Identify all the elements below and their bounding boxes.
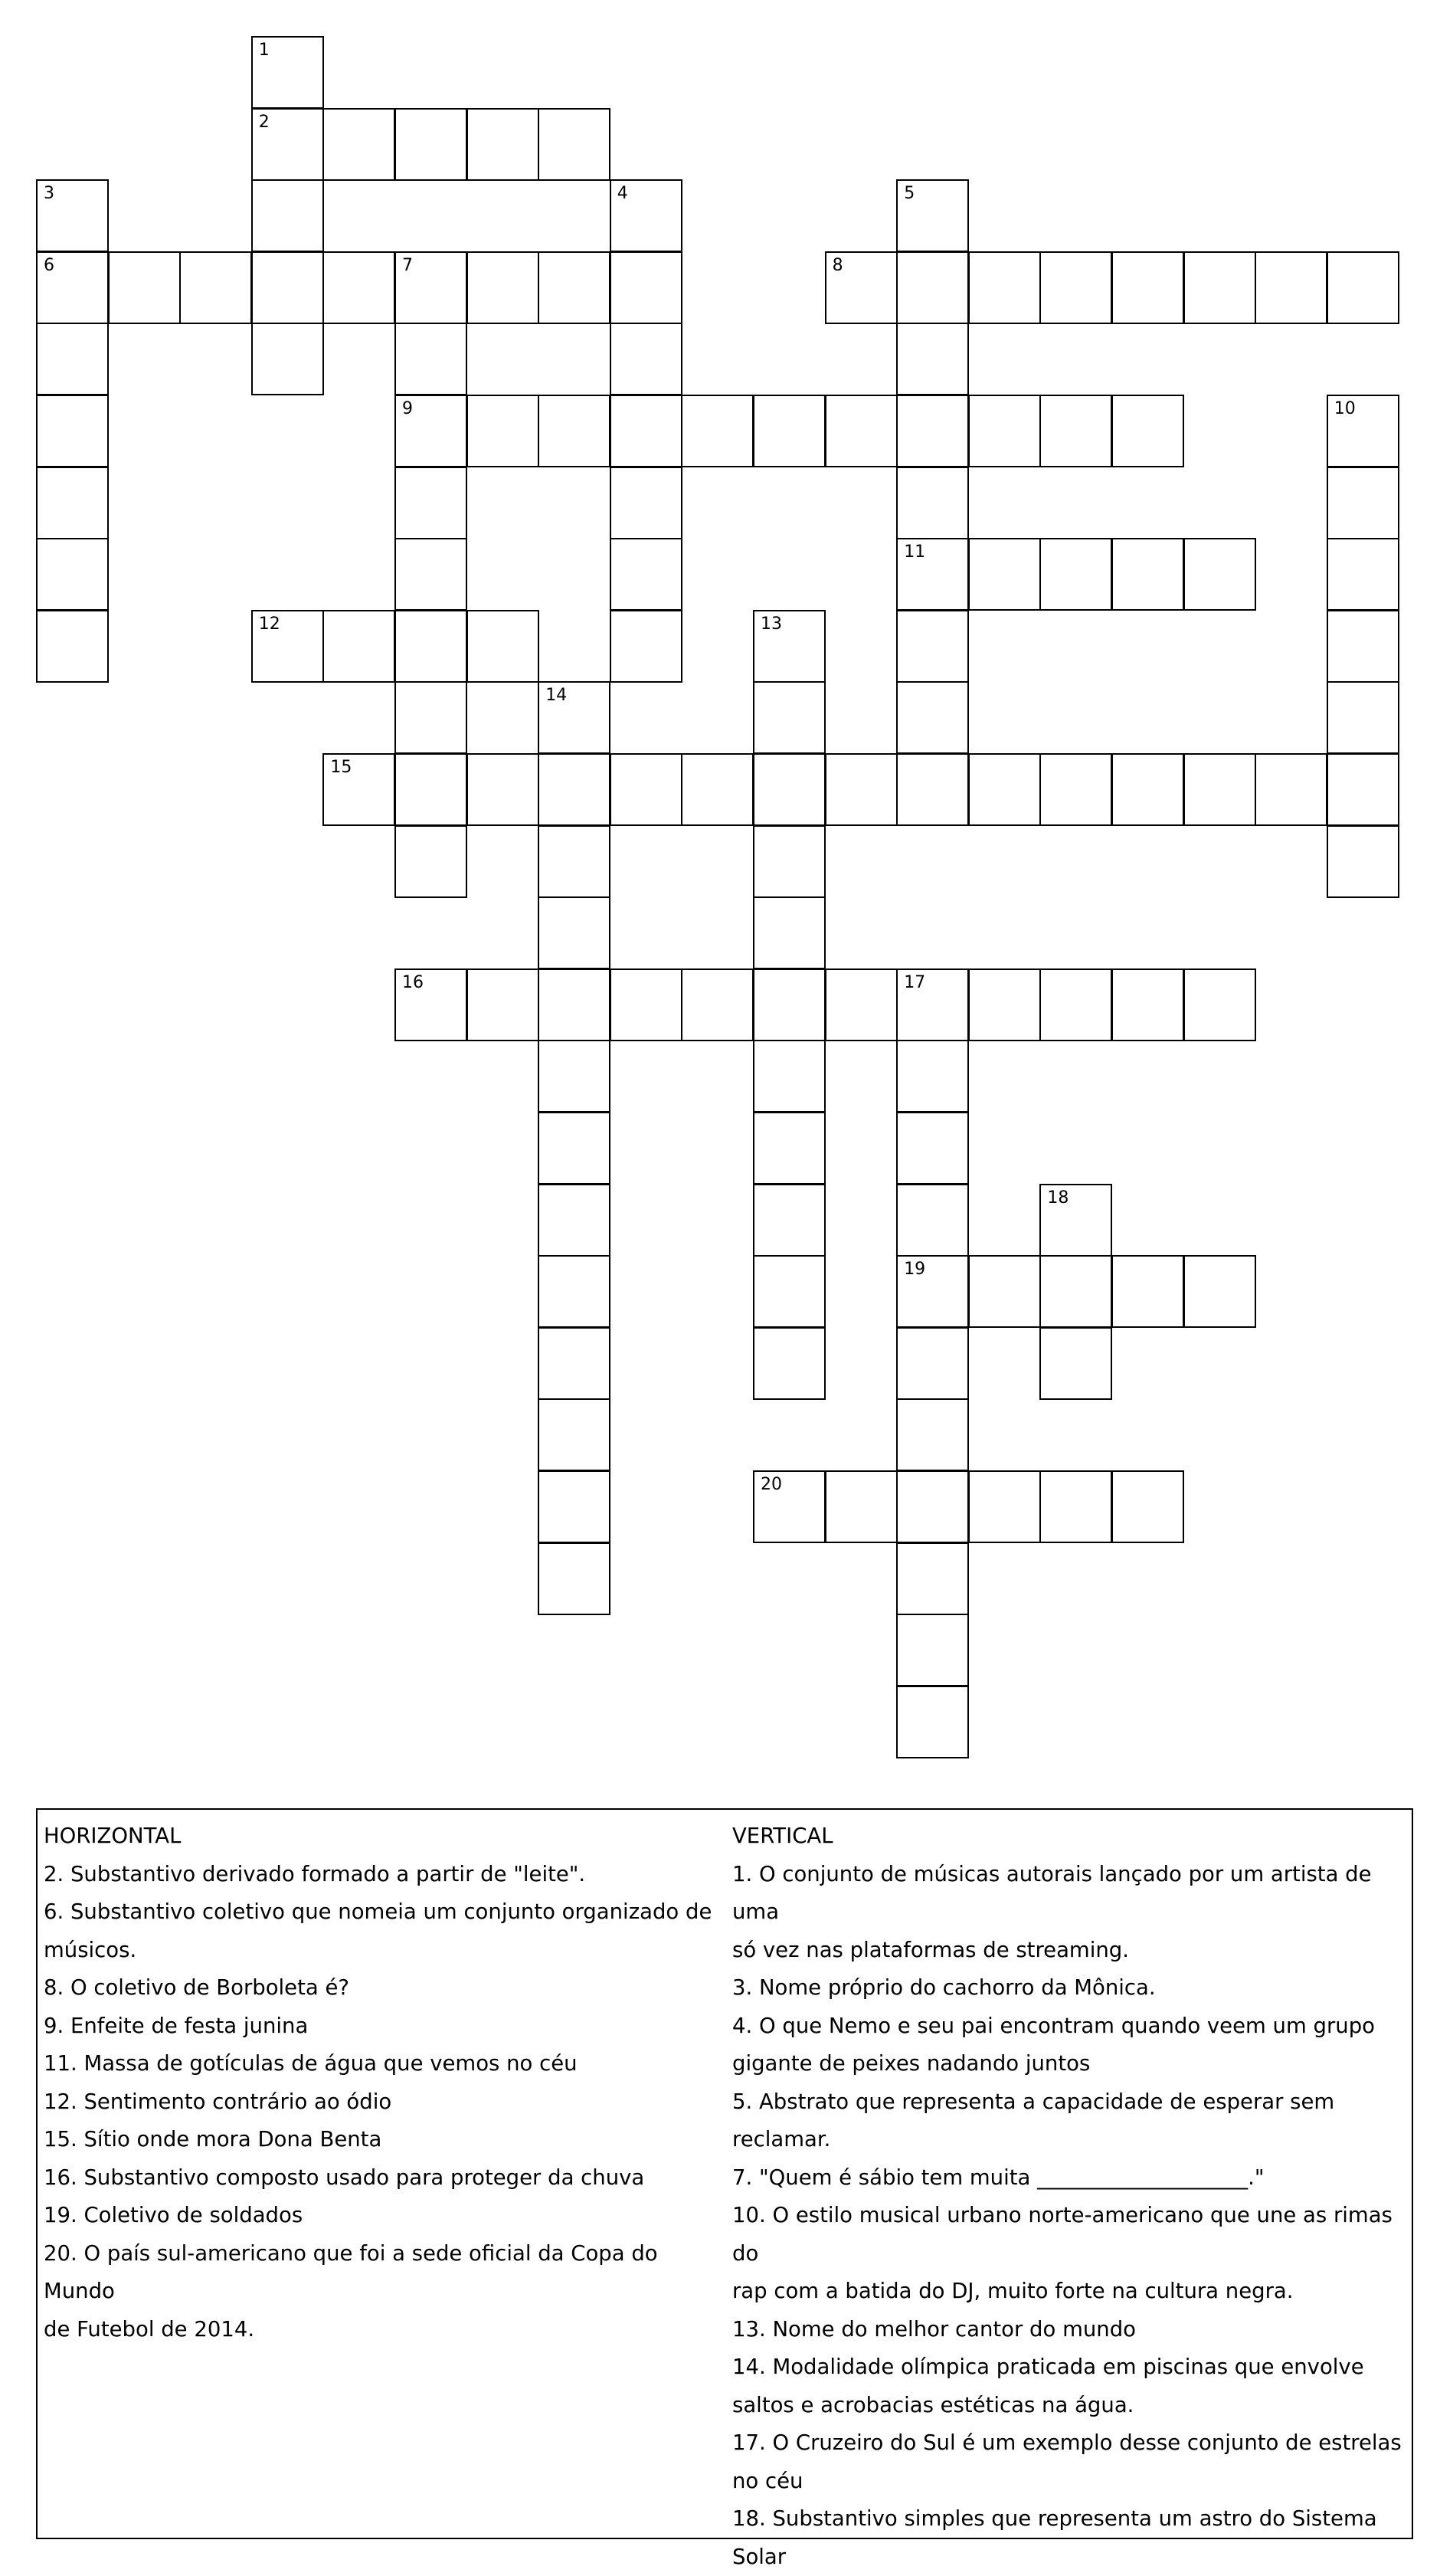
crossword-cell[interactable] bbox=[896, 395, 969, 467]
crossword-cell[interactable] bbox=[896, 538, 969, 611]
crossword-cell[interactable] bbox=[1183, 251, 1256, 324]
horizontal-clue-line: músicos. bbox=[44, 1932, 733, 1970]
cell-number: 5 bbox=[904, 185, 915, 202]
crossword-cell[interactable] bbox=[538, 108, 610, 181]
crossword-cell[interactable] bbox=[538, 1470, 610, 1543]
crossword-cell[interactable] bbox=[466, 108, 539, 181]
crossword-cell[interactable] bbox=[538, 1184, 610, 1257]
cell-number: 13 bbox=[761, 616, 782, 633]
clues-box bbox=[36, 1808, 1413, 2539]
crossword-cell[interactable] bbox=[1111, 395, 1184, 467]
crossword-cell[interactable] bbox=[896, 1327, 969, 1400]
crossword-cell[interactable] bbox=[753, 1184, 826, 1257]
crossword-cell[interactable] bbox=[322, 108, 395, 181]
crossword-cell[interactable] bbox=[1327, 681, 1399, 754]
horizontal-clue-line: 16. Substantivo composto usado para proteger da chuva bbox=[44, 2159, 733, 2197]
crossword-cell[interactable] bbox=[394, 395, 467, 467]
crossword-cell[interactable] bbox=[1039, 1184, 1112, 1257]
crossword-cell[interactable] bbox=[108, 251, 181, 324]
crossword-cell[interactable] bbox=[896, 1184, 969, 1257]
cell-number: 16 bbox=[402, 975, 424, 991]
crossword-cell[interactable] bbox=[251, 36, 324, 109]
crossword-cell[interactable] bbox=[538, 1327, 610, 1400]
crossword-cell[interactable] bbox=[896, 1470, 969, 1543]
vertical-clue-line: 7. "Quem é sábio tem muita ____________________." bbox=[732, 2159, 1414, 2197]
vertical-clue-list bbox=[732, 1856, 1414, 2576]
crossword-cell[interactable] bbox=[968, 251, 1041, 324]
crossword-cell[interactable] bbox=[753, 896, 826, 969]
crossword-cell[interactable] bbox=[1111, 968, 1184, 1041]
crossword-cell[interactable] bbox=[896, 681, 969, 754]
vertical-clue-line: Solar bbox=[732, 2538, 1414, 2576]
crossword-cell[interactable] bbox=[1327, 753, 1399, 826]
vertical-clues-column bbox=[732, 1817, 1414, 2576]
crossword-cell[interactable] bbox=[825, 395, 898, 467]
crossword-cell[interactable] bbox=[538, 1542, 610, 1615]
crossword-cell[interactable] bbox=[36, 610, 109, 683]
crossword-cell[interactable] bbox=[896, 968, 969, 1041]
crossword-cell[interactable] bbox=[1039, 395, 1112, 467]
crossword-cell[interactable] bbox=[896, 251, 969, 324]
cell-number: 4 bbox=[617, 185, 628, 202]
cell-number: 8 bbox=[833, 257, 843, 274]
crossword-cell[interactable] bbox=[1327, 538, 1399, 611]
crossword-cell[interactable] bbox=[538, 896, 610, 969]
crossword-cell[interactable] bbox=[753, 395, 826, 467]
cell-number: 7 bbox=[402, 257, 413, 274]
crossword-cell[interactable] bbox=[538, 968, 610, 1041]
crossword-cell[interactable] bbox=[466, 968, 539, 1041]
crossword-cell[interactable] bbox=[753, 968, 826, 1041]
vertical-clue-line: 18. Substantivo simples que representa um astro do Sistema bbox=[732, 2500, 1414, 2538]
vertical-clue-line: 3. Nome próprio do cachorro da Mônica. bbox=[732, 1969, 1414, 2007]
horizontal-clue-line: 19. Coletivo de soldados bbox=[44, 2197, 733, 2235]
crossword-cell[interactable] bbox=[394, 825, 467, 898]
cell-number: 2 bbox=[259, 114, 270, 131]
crossword-cell[interactable] bbox=[538, 1112, 610, 1185]
crossword-cell[interactable] bbox=[1111, 251, 1184, 324]
horizontal-clue-line: 15. Sítio onde mora Dona Benta bbox=[44, 2121, 733, 2159]
crossword-cell[interactable] bbox=[251, 323, 324, 395]
vertical-clue-line: 17. O Cruzeiro do Sul é um exemplo desse conjunto de estrelas bbox=[732, 2424, 1414, 2463]
crossword-cell[interactable] bbox=[1039, 1255, 1112, 1328]
crossword-cell[interactable] bbox=[36, 179, 109, 252]
crossword-cell[interactable] bbox=[36, 323, 109, 395]
crossword-cell[interactable] bbox=[753, 1327, 826, 1400]
crossword-cell[interactable] bbox=[825, 1470, 898, 1543]
crossword-cell[interactable] bbox=[394, 251, 467, 324]
vertical-clue-line: 5. Abstrato que representa a capacidade de esperar sem bbox=[732, 2083, 1414, 2122]
crossword-cell[interactable] bbox=[610, 968, 682, 1041]
crossword-cell[interactable] bbox=[36, 395, 109, 467]
crossword-cell[interactable] bbox=[538, 753, 610, 826]
crossword-cell[interactable] bbox=[394, 538, 467, 611]
vertical-clue-line: no céu bbox=[732, 2463, 1414, 2501]
crossword-cell[interactable] bbox=[1111, 1470, 1184, 1543]
horizontal-clue-line: 2. Substantivo derivado formado a partir de "leite". bbox=[44, 1856, 733, 1894]
crossword-cell[interactable] bbox=[610, 538, 682, 611]
crossword-cell[interactable] bbox=[466, 753, 539, 826]
crossword-cell[interactable] bbox=[394, 681, 467, 754]
crossword-cell[interactable] bbox=[36, 538, 109, 611]
crossword-cell[interactable] bbox=[394, 467, 467, 539]
crossword-cell[interactable] bbox=[394, 108, 467, 181]
vertical-clue-line: 4. O que Nemo e seu pai encontram quando veem um grupo bbox=[732, 2007, 1414, 2046]
crossword-cell[interactable] bbox=[1111, 538, 1184, 611]
crossword-cell[interactable] bbox=[968, 1470, 1041, 1543]
crossword-cell[interactable] bbox=[1183, 538, 1256, 611]
crossword-cell[interactable] bbox=[896, 1542, 969, 1615]
crossword-cell[interactable] bbox=[538, 251, 610, 324]
crossword-cell[interactable] bbox=[753, 610, 826, 683]
cell-number: 12 bbox=[259, 616, 280, 633]
horizontal-clue-line: 20. O país sul-americano que foi a sede oficial da Copa do Mundo bbox=[44, 2235, 733, 2311]
crossword-cell[interactable] bbox=[1039, 968, 1112, 1041]
crossword-cell[interactable] bbox=[1327, 395, 1399, 467]
crossword-cell[interactable] bbox=[610, 395, 682, 467]
vertical-clue-line: saltos e acrobacias estéticas na água. bbox=[732, 2387, 1414, 2425]
crossword-cell[interactable] bbox=[251, 610, 324, 683]
crossword-cell[interactable] bbox=[394, 610, 467, 683]
crossword-cell[interactable] bbox=[968, 395, 1041, 467]
crossword-cell[interactable] bbox=[251, 251, 324, 324]
crossword-cell[interactable] bbox=[394, 753, 467, 826]
cell-number: 18 bbox=[1047, 1190, 1069, 1207]
cell-number: 14 bbox=[545, 687, 567, 704]
crossword-cell[interactable] bbox=[610, 179, 682, 252]
crossword-cell[interactable] bbox=[1111, 1255, 1184, 1328]
crossword-cell[interactable] bbox=[610, 610, 682, 683]
cell-number: 15 bbox=[330, 759, 352, 776]
crossword-cell[interactable] bbox=[896, 1255, 969, 1328]
vertical-clue-line: 10. O estilo musical urbano norte-americano que une as rimas do bbox=[732, 2197, 1414, 2273]
crossword-cell[interactable] bbox=[1183, 1255, 1256, 1328]
crossword-cell[interactable] bbox=[322, 610, 395, 683]
crossword-cell[interactable] bbox=[896, 1112, 969, 1185]
crossword-cell[interactable] bbox=[538, 1255, 610, 1328]
cell-number: 6 bbox=[44, 257, 54, 274]
crossword-cell[interactable] bbox=[1327, 251, 1399, 324]
horizontal-clues-column bbox=[44, 1817, 733, 2348]
crossword-cell[interactable] bbox=[753, 825, 826, 898]
crossword-cell[interactable] bbox=[896, 323, 969, 395]
crossword-cell[interactable] bbox=[825, 753, 898, 826]
crossword-cell[interactable] bbox=[753, 1255, 826, 1328]
horizontal-clue-line: 12. Sentimento contrário ao ódio bbox=[44, 2083, 733, 2122]
cell-number: 3 bbox=[44, 185, 54, 202]
crossword-cell[interactable] bbox=[968, 968, 1041, 1041]
crossword-cell[interactable] bbox=[610, 753, 682, 826]
crossword-cell[interactable] bbox=[753, 681, 826, 754]
crossword-cell[interactable] bbox=[1255, 251, 1327, 324]
crossword-cell[interactable] bbox=[896, 1614, 969, 1686]
crossword-cell[interactable] bbox=[538, 395, 610, 467]
cell-number: 1 bbox=[259, 42, 270, 59]
crossword-cell[interactable] bbox=[610, 467, 682, 539]
crossword-cell[interactable] bbox=[466, 395, 539, 467]
crossword-cell[interactable] bbox=[1039, 251, 1112, 324]
crossword-cell[interactable] bbox=[36, 467, 109, 539]
crossword-cell[interactable] bbox=[1039, 753, 1112, 826]
crossword-cell[interactable] bbox=[968, 538, 1041, 611]
crossword-cell[interactable] bbox=[896, 1398, 969, 1471]
crossword-cell[interactable] bbox=[1039, 538, 1112, 611]
crossword-cell[interactable] bbox=[1255, 753, 1327, 826]
cell-number: 19 bbox=[904, 1261, 925, 1278]
crossword-cell[interactable] bbox=[753, 1112, 826, 1185]
crossword-cell[interactable] bbox=[1111, 753, 1184, 826]
crossword-cell[interactable] bbox=[681, 968, 754, 1041]
crossword-cell[interactable] bbox=[610, 251, 682, 324]
horizontal-clue-line: de Futebol de 2014. bbox=[44, 2311, 733, 2349]
crossword-cell[interactable] bbox=[753, 753, 826, 826]
vertical-clue-line: só vez nas plataformas de streaming. bbox=[732, 1932, 1414, 1970]
vertical-clue-line: 13. Nome do melhor cantor do mundo bbox=[732, 2311, 1414, 2349]
crossword-cell[interactable] bbox=[896, 1686, 969, 1758]
crossword-cell[interactable] bbox=[466, 610, 539, 683]
crossword-cell[interactable] bbox=[753, 1040, 826, 1113]
crossword-cell[interactable] bbox=[825, 251, 898, 324]
cell-number: 9 bbox=[402, 401, 413, 418]
crossword-cell[interactable] bbox=[1327, 825, 1399, 898]
horizontal-clue-line: 9. Enfeite de festa junina bbox=[44, 2007, 733, 2046]
crossword-cell[interactable] bbox=[896, 467, 969, 539]
horizontal-heading: HORIZONTAL bbox=[44, 1817, 733, 1856]
vertical-clue-line: 14. Modalidade olímpica praticada em piscinas que envolve bbox=[732, 2348, 1414, 2387]
horizontal-clue-list bbox=[44, 1856, 733, 2349]
crossword-cell[interactable] bbox=[753, 1470, 826, 1543]
vertical-clue-line: rap com a batida do DJ, muito forte na cultura negra. bbox=[732, 2273, 1414, 2311]
crossword-cell[interactable] bbox=[896, 753, 969, 826]
crossword-cell[interactable] bbox=[896, 1040, 969, 1113]
vertical-clue-line: 1. O conjunto de músicas autorais lançado por um artista de uma bbox=[732, 1856, 1414, 1932]
crossword-cell[interactable] bbox=[322, 251, 395, 324]
crossword-cell[interactable] bbox=[538, 825, 610, 898]
crossword-cell[interactable] bbox=[251, 108, 324, 181]
crossword-cell[interactable] bbox=[538, 681, 610, 754]
vertical-heading: VERTICAL bbox=[732, 1817, 1414, 1856]
vertical-clue-line: reclamar. bbox=[732, 2121, 1414, 2159]
crossword-cell[interactable] bbox=[968, 753, 1041, 826]
horizontal-clue-line: 6. Substantivo coletivo que nomeia um conjunto organizado de bbox=[44, 1893, 733, 1932]
crossword-cell[interactable] bbox=[538, 1040, 610, 1113]
crossword-cell[interactable] bbox=[968, 1255, 1041, 1328]
crossword-cell[interactable] bbox=[36, 251, 109, 324]
crossword-cell[interactable] bbox=[1327, 467, 1399, 539]
crossword-cell[interactable] bbox=[610, 323, 682, 395]
cell-number: 20 bbox=[761, 1476, 782, 1493]
crossword-cell[interactable] bbox=[1183, 968, 1256, 1041]
crossword-cell[interactable] bbox=[1327, 610, 1399, 683]
crossword-cell[interactable] bbox=[538, 1398, 610, 1471]
cell-number: 11 bbox=[904, 544, 925, 561]
crossword-cell[interactable] bbox=[681, 753, 754, 826]
crossword-cell[interactable] bbox=[251, 179, 324, 252]
crossword-cell[interactable] bbox=[394, 968, 467, 1041]
crossword-cell[interactable] bbox=[1183, 753, 1256, 826]
crossword-cell[interactable] bbox=[1039, 1327, 1112, 1400]
crossword-cell[interactable] bbox=[466, 251, 539, 324]
crossword-cell[interactable] bbox=[1039, 1470, 1112, 1543]
vertical-clue-line: gigante de peixes nadando juntos bbox=[732, 2045, 1414, 2083]
crossword-cell[interactable] bbox=[681, 395, 754, 467]
horizontal-clue-line: 8. O coletivo de Borboleta é? bbox=[44, 1969, 733, 2007]
horizontal-clue-line: 11. Massa de gotículas de água que vemos no céu bbox=[44, 2045, 733, 2083]
crossword-cell[interactable] bbox=[896, 610, 969, 683]
crossword-cell[interactable] bbox=[322, 753, 395, 826]
cell-number: 10 bbox=[1334, 401, 1356, 418]
crossword-cell[interactable] bbox=[825, 968, 898, 1041]
cell-number: 17 bbox=[904, 975, 925, 991]
crossword-cell[interactable] bbox=[896, 179, 969, 252]
crossword-cell[interactable] bbox=[394, 323, 467, 395]
crossword-cell[interactable] bbox=[179, 251, 252, 324]
